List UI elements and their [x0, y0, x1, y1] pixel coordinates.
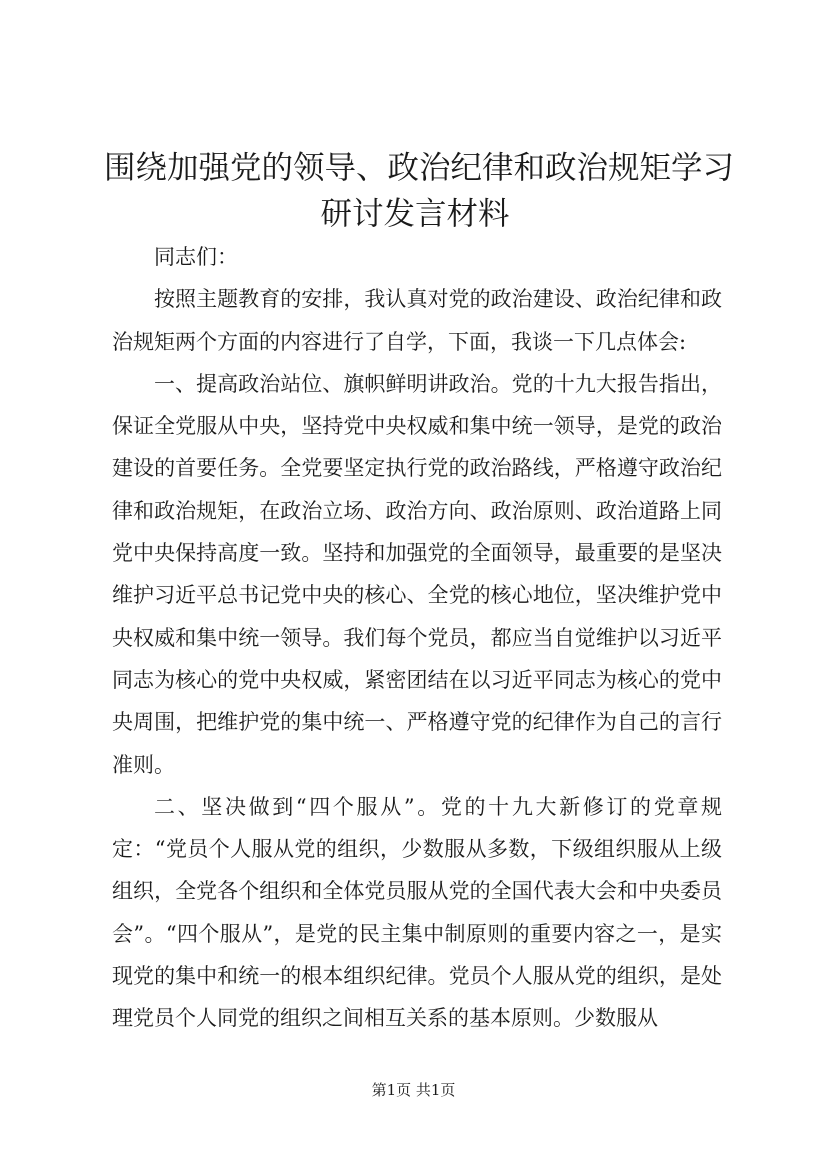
title-line-2: 研讨发言材料	[320, 196, 510, 232]
section-two-paragraph: 二、坚决做到“四个服从”。党的十九大新修订的党章规定：“党员个人服从党的组织，少数服从多数，下级组织服从上级组织，全党各个组织和全体党员服从党的全国代表大会和中央委员会”。“四个服从”，是党的民主集中制原则的重要内容之一，是实现党的集中和统一的根本组织纪律。党员个人服从党的组织，是处理党员个人同党的组织之间相互关系的基本原则。少数服从	[112, 794, 722, 1031]
section-one-paragraph: 一、提高政治站位、旗帜鲜明讲政治。党的十九大报告指出，保证全党服从中央，坚持党中央权威和集中统一领导，是党的政治建设的首要任务。全党要坚定执行党的政治路线，严格遵守政治纪律和政治规矩，在政治立场、政治方向、政治原则、政治道路上同党中央保持高度一致。坚持和加强党的全面领导，最重要的是坚决维护习近平总书记党中央的核心、全党的核心地位，坚决维护党中央权威和集中统一领导。我们每个党员，都应当自觉维护以习近平同志为核心的党中央权威，紧密团结在以习近平同志为核心的党中央周围，把维护党的集中统一、严格遵守党的纪律作为自己的言行准则。	[112, 371, 722, 777]
salutation-paragraph: 同志们：	[154, 245, 238, 269]
document-body	[112, 236, 722, 1040]
page-footer: 第1页 共1页	[371, 1081, 456, 1099]
document-title	[104, 145, 735, 237]
title-line-1: 围绕加强党的领导、政治纪律和政治规矩学习	[104, 150, 735, 186]
intro-paragraph: 按照主题教育的安排，我认真对党的政治建设、政治纪律和政治规矩两个方面的内容进行了自学，下面，我谈一下几点体会:	[112, 287, 722, 354]
